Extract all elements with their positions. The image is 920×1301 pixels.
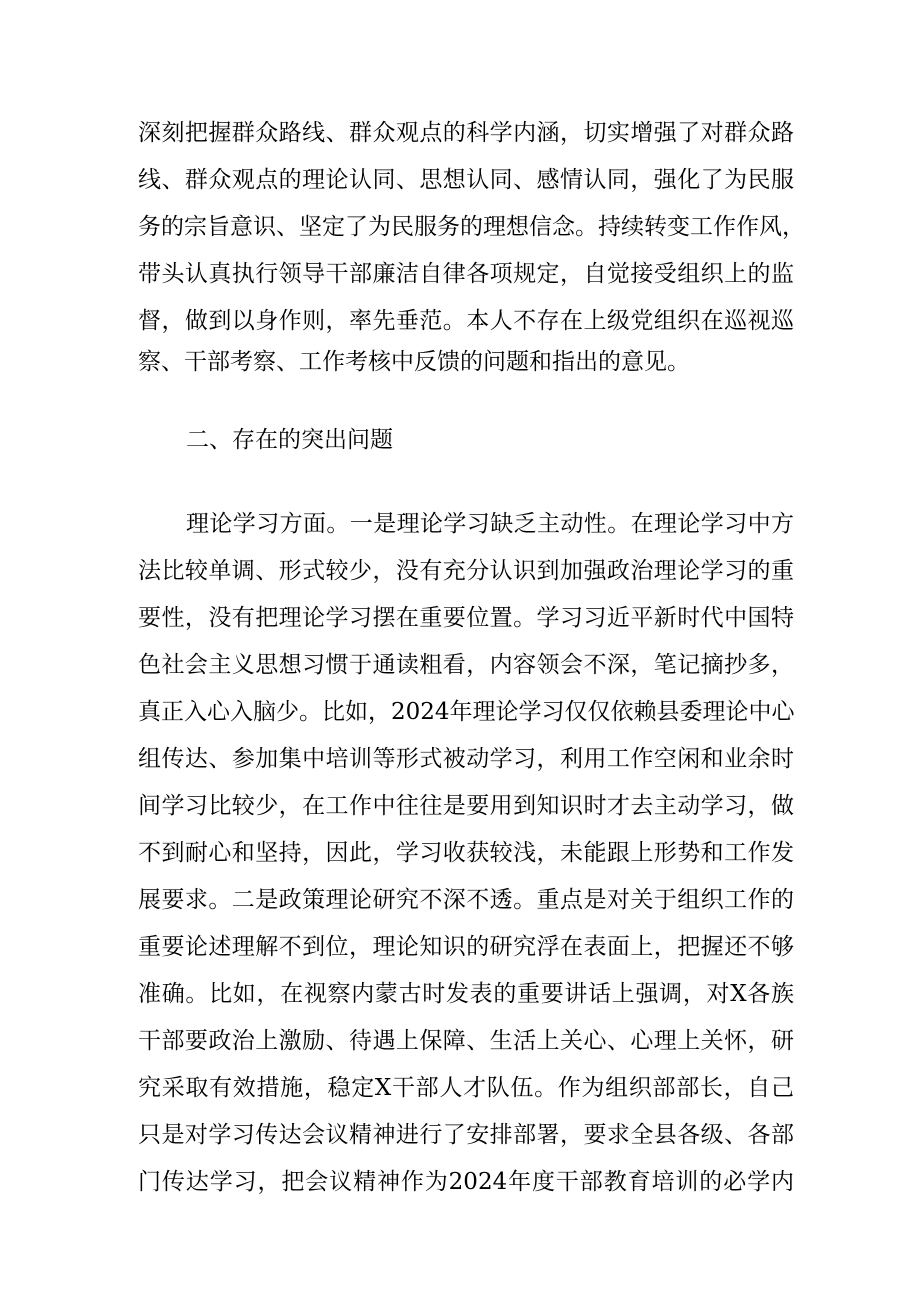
paragraph-line: 重要论述理解不到位，理论知识的研究浮在表面上，把握还不够: [138, 934, 794, 960]
paragraph-line: 要性，没有把理论学习摆在重要位置。学习习近平新时代中国特: [138, 605, 794, 631]
section-heading: 二、存在的突出问题: [186, 427, 393, 453]
paragraph-line: 深刻把握群众路线、群众观点的科学内涵，切实增强了对群众路: [138, 120, 794, 146]
paragraph-line: 务的宗旨意识、坚定了为民服务的理想信念。持续转变工作作风，: [138, 214, 805, 240]
paragraph-line: 色社会主义思想习惯于通读粗看，内容领会不深，笔记摘抄多，: [138, 652, 794, 678]
paragraph-line: 督，做到以身作则，率先垂范。本人不存在上级党组织在巡视巡: [138, 308, 794, 334]
paragraph-line: 间学习比较少，在工作中往往是要用到知识时才去主动学习，做: [138, 793, 794, 819]
paragraph-line: 带头认真执行领导干部廉洁自律各项规定，自觉接受组织上的监: [138, 261, 794, 287]
paragraph-line: 法比较单调、形式较少，没有充分认识到加强政治理论学习的重: [138, 558, 794, 584]
paragraph-line: 展要求。二是政策理论研究不深不透。重点是对关于组织工作的: [138, 887, 794, 913]
paragraph-line: 线、群众观点的理论认同、思想认同、感情认同，强化了为民服: [138, 167, 794, 193]
paragraph-line: 究采取有效措施，稳定X干部人才队伍。作为组织部部长，自己: [138, 1075, 794, 1101]
paragraph-line: 门传达学习，把会议精神作为2024年度干部教育培训的必学内: [138, 1169, 794, 1195]
paragraph-line: 真正入心入脑少。比如，2024年理论学习仅仅依赖县委理论中心: [138, 699, 795, 725]
paragraph-line: 理论学习方面。一是理论学习缺乏主动性。在理论学习中方: [186, 511, 794, 537]
paragraph-line: 察、干部考察、工作考核中反馈的问题和指出的意见。: [138, 349, 690, 375]
paragraph-line: 只是对学习传达会议精神进行了安排部署，要求全县各级、各部: [138, 1122, 794, 1148]
paragraph-line: 干部要政治上激励、待遇上保障、生活上关心、心理上关怀，研: [138, 1028, 794, 1054]
paragraph-line: 组传达、参加集中培训等形式被动学习，利用工作空闲和业余时: [138, 746, 794, 772]
paragraph-line: 不到耐心和坚持，因此，学习收获较浅，未能跟上形势和工作发: [138, 840, 794, 866]
paragraph-line: 准确。比如，在视察内蒙古时发表的重要讲话上强调，对X各族: [138, 981, 794, 1007]
